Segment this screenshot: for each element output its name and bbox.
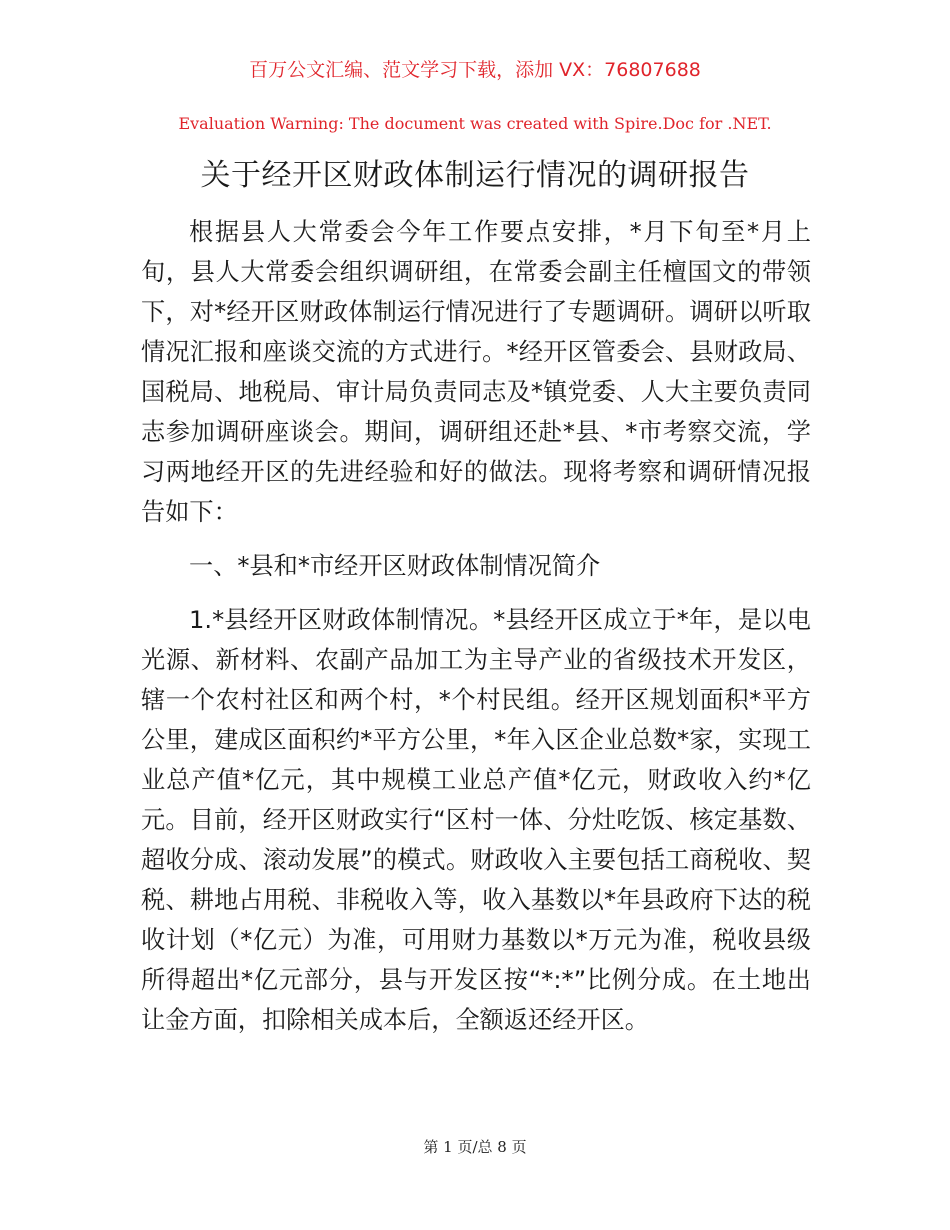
intro-paragraph: 根据县人大常委会今年工作要点安排，*月下旬至*月上旬，县人大常委会组织调研组，在常委会副主任檀国文的带领下，对*经开区财政体制运行情况进行了专题调研。调研以听取情况汇报和座谈交流的方式进行。*经开区管委会、县财政局、国税局、地税局、审计局负责同志及*镇党委、人大主要负责同志参加调研座谈会。期间，调研组还赴*县、*市考察交流，学习两地经开区的先进经验和好的做法。现将考察和调研情况报告如下： <box>141 218 811 526</box>
page-number: 第 1 页/总 8 页 <box>423 1138 527 1156</box>
body-paragraph: 1.*县经开区财政体制情况。*县经开区成立于*年，是以电光源、新材料、农副产品加工为主导产业的省级技术开发区，辖一个农村社区和两个村，*个村民组。经开区规划面积*平方公里，建成区面积约*平方公里，*年入区企业总数*家，实现工业总产值*亿元，其中规模工业总产值*亿元，财政收入约*亿元。目前，经开区财政实行“区村一体、分灶吃饭、核定基数、超收分成、滚动发展”的模式。财政收入主要包括工商税收、契税、耕地占用税、非税收入等，收入基数以*年县政府下达的税收计划（*亿元）为准，可用财力基数以*万元为准，税收县级所得超出*亿元部分，县与开发区按“*:*”比例分成。在土地出让金方面，扣除相关成本后，全额返还经开区。 <box>141 606 811 1034</box>
header-banner: 百万公文汇编、范文学习下载，添加 VX：76807688 <box>249 59 701 81</box>
document-title: 关于经开区财政体制运行情况的调研报告 <box>200 158 750 193</box>
document-body <box>141 212 811 1040</box>
section-heading: 一、*县和*市经开区财政体制情况简介 <box>189 552 601 580</box>
evaluation-warning: Evaluation Warning: The document was created with Spire.Doc for .NET. <box>178 114 772 133</box>
